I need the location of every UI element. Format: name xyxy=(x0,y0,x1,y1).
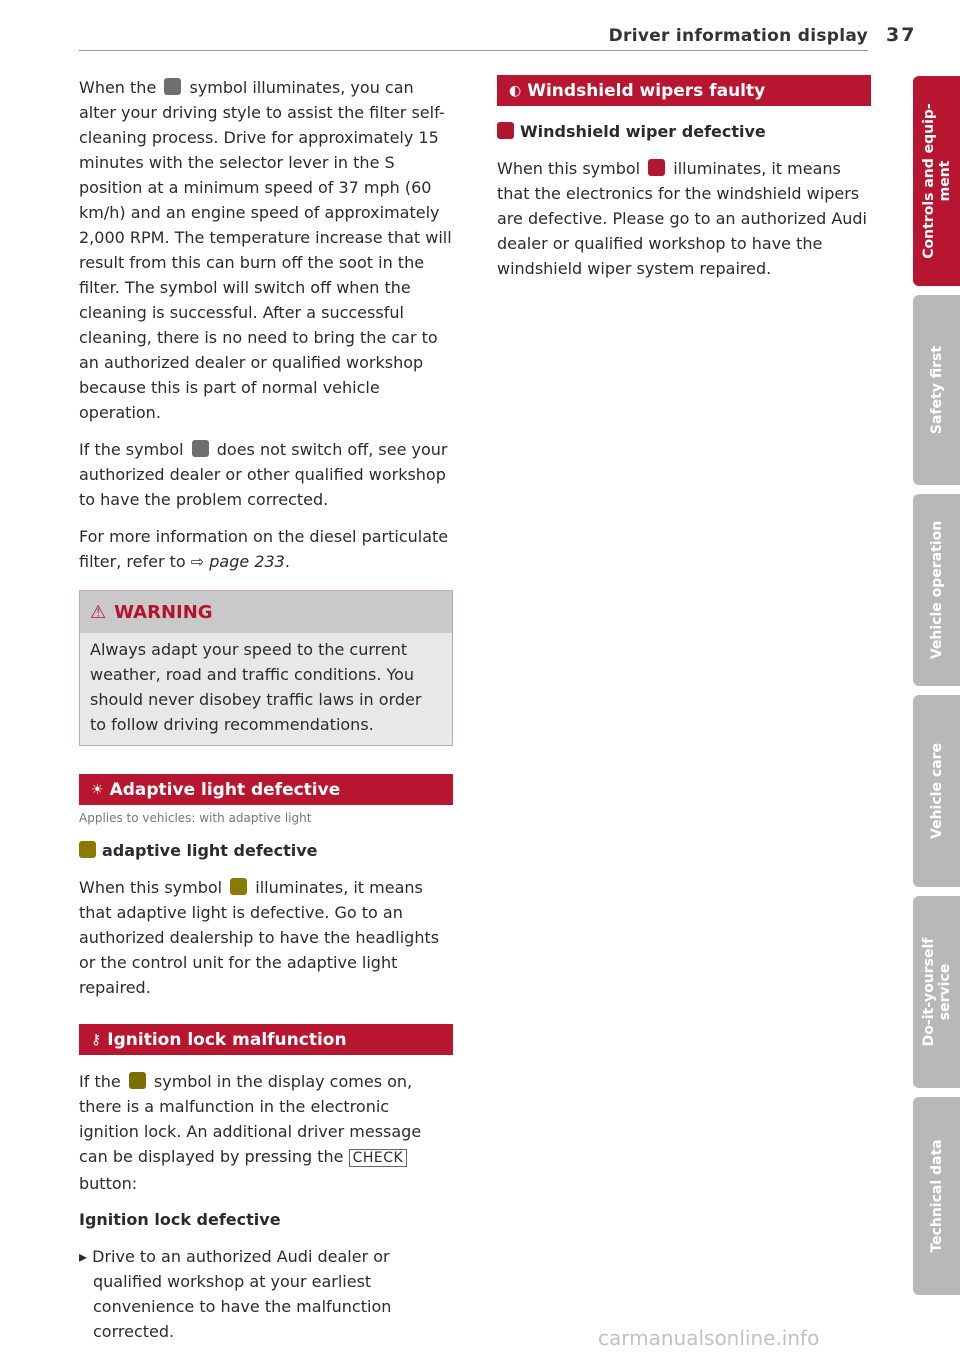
wiper-icon xyxy=(497,122,514,139)
tab-technical-data[interactable]: Technical data xyxy=(913,1097,960,1295)
header-divider xyxy=(79,50,868,51)
adaptive-light-icon: ☀ xyxy=(91,781,104,798)
wiper-paragraph: When this symbol illuminates, it means that the electronics for the windshield wipers are defective. Please go to an authorized Audi dealer or qualified workshop to have the windshield wiper system repaired. xyxy=(497,159,867,278)
check-button[interactable]: CHECK xyxy=(349,1149,408,1167)
adaptive-paragraph: When this symbol illuminates, it means that adaptive light is defective. Go to an authorized dealership to have the headlights or the control unit for the adaptive light repaired. xyxy=(79,878,440,997)
bullet-arrow-icon: ▸ xyxy=(79,1247,93,1266)
watermark: carmanualsonline.info xyxy=(598,1326,820,1350)
wiper-icon: ◐ xyxy=(509,82,522,99)
list-item: ▸ Drive to an authorized Audi dealer or qualified workshop at your earliest convenience to have the malfunction corrected. xyxy=(79,1247,392,1341)
ignition-subheading: Ignition lock defective xyxy=(79,1210,281,1229)
adaptive-light-icon xyxy=(230,878,247,895)
page-number: 37 xyxy=(886,24,917,46)
dpf-paragraph: When the symbol illuminates, you can alter your driving style to assist the filter self-cleaning process. Drive for approximately 15 minutes with the selector lever in the S position at a minimum speed of 37 mph (60 km/h) and an engine speed of approximately 2,000 RPM. The temperature increase that will result from this can burn off the soot in the filter. The symbol will switch off when the cleaning is successful. After a successful cleaning, there is no need to bring the car to an authorized dealer or qualified workshop because this is part of normal vehicle operation. xyxy=(79,78,452,422)
dpf-symbol-icon xyxy=(192,440,209,457)
tab-safety-first[interactable]: Safety first xyxy=(913,295,960,485)
dpf-not-off-paragraph: If the symbol does not switch off, see your authorized dealer or other qualified workshop to have the problem corrected. xyxy=(79,440,448,509)
wiper-icon xyxy=(648,159,665,176)
left-column xyxy=(79,75,453,1344)
warning-header: ⚠ WARNING xyxy=(80,591,452,633)
ignition-key-icon: ⚷ xyxy=(91,1031,102,1048)
warning-text: Always adapt your speed to the current weather, road and traffic conditions. You should never disobey traffic laws in order to follow driving recommendations. xyxy=(90,640,422,734)
applies-note: Applies to vehicles: with adaptive light xyxy=(79,811,312,825)
adaptive-light-icon xyxy=(79,841,96,858)
section-windshield-wipers: ◐ Windshield wipers faulty xyxy=(497,75,871,106)
wiper-subheading: Windshield wiper defective xyxy=(497,120,871,144)
tab-vehicle-care[interactable]: Vehicle care xyxy=(913,695,960,887)
adaptive-subheading: adaptive light defective xyxy=(79,839,453,863)
dpf-symbol-icon xyxy=(164,78,181,95)
ignition-key-icon xyxy=(129,1072,146,1089)
tab-do-it-yourself-service[interactable]: Do-it-yourself service xyxy=(913,896,960,1088)
section-ignition-lock: ⚷ Ignition lock malfunction xyxy=(79,1024,453,1055)
tab-controls-and-equipment[interactable]: Controls and equip- ment xyxy=(913,76,960,286)
header-title: Driver information display xyxy=(608,26,868,46)
right-column xyxy=(497,75,871,293)
ignition-paragraph: If the symbol in the display comes on, there is a malfunction in the electronic ignition lock. An additional driver message can be displayed by pressing the CHECK button: xyxy=(79,1072,422,1193)
page-reference-link[interactable]: ⇨ page 233 xyxy=(190,552,285,571)
dpf-reference-paragraph: For more information on the diesel particulate filter, refer to ⇨ page 233. xyxy=(79,527,449,571)
section-adaptive-light: ☀ Adaptive light defective xyxy=(79,774,453,805)
warning-box xyxy=(79,590,453,746)
warning-triangle-icon: ⚠ xyxy=(90,601,107,623)
tab-vehicle-operation[interactable]: Vehicle operation xyxy=(913,494,960,686)
